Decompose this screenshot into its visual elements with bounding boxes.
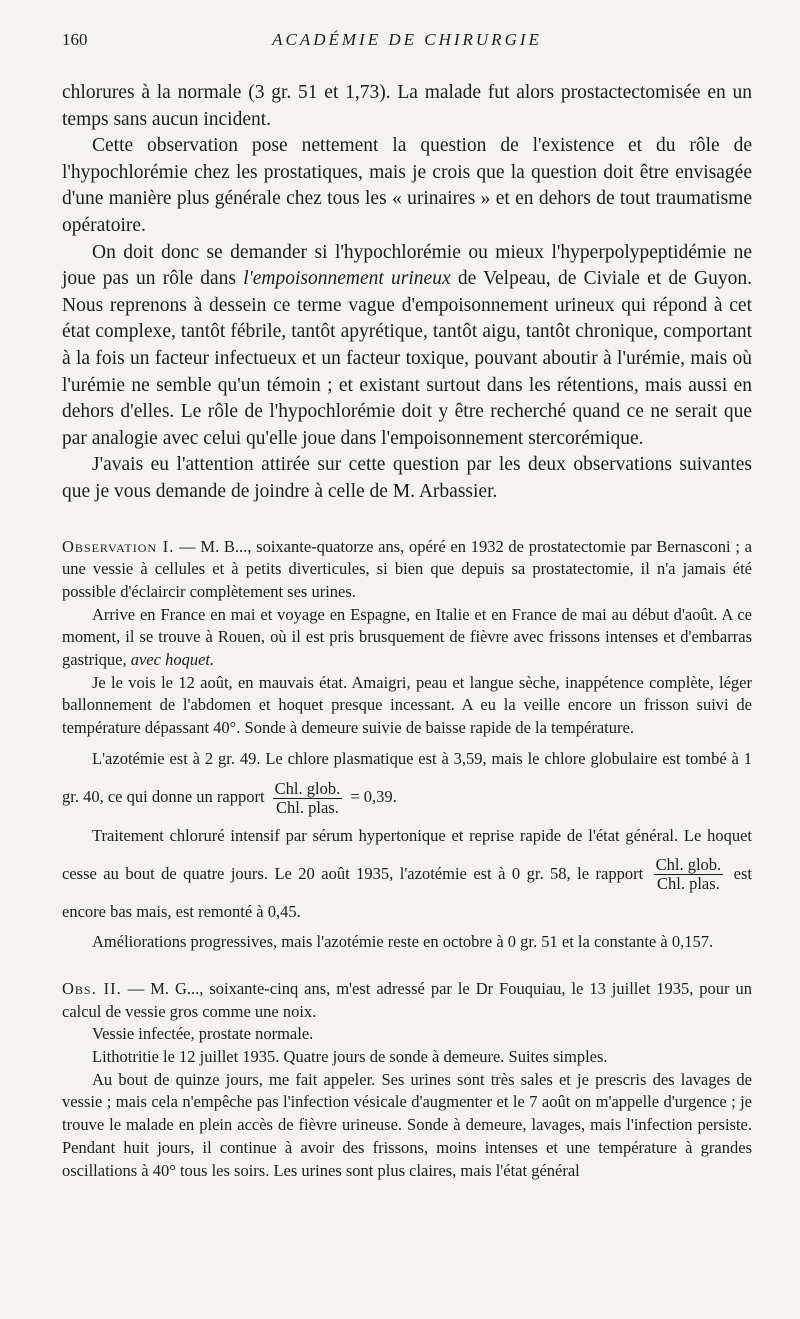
obs2-paragraph-4: Au bout de quinze jours, me fait appeler. Ses urines sont très sales et je prescris des lavages de vessie ; mais cela n'empêche pas l'infection vésicale d'augmenter et le 7 août on m'appelle d'urgence ; je trouve le malade en plein accès de fièvre urineuse. Sonde à demeure, lavages, mais l'infection persiste. Pendant huit jours, il continue à avoir des frissons, moins intenses et une température à grandes oscillations à 40° tous les soirs. Les urines sont plus claires, mais l'état général — [62, 1069, 752, 1180]
obs1-text-5a: Traitement chloruré intensif par sérum hypertonique et reprise rapide de l'état général. Le hoquet cesse au bout de quatre jours. Le 20 août 1935, l'azotémie est à 0 gr. 58, le rapport — [62, 825, 752, 883]
obs2-label: Obs. II. — [62, 978, 122, 998]
paragraph-3-start: On doit donc se demander si l'hypochlorémie ou mieux l'hyperpolypeptidémie ne joue pas un rôle dans — [62, 241, 752, 290]
obs1-text-1: — M. B..., soixante-quatorze ans, opéré en 1932 de prostatectomie par Bernasconi ; a une vessie à cellules et à petits diverticules, si bien que depuis sa prostatectomie, il n'a jamais été possible d'éclaircir complètement ses urines. — [62, 536, 752, 601]
paragraph-2: Cette observation pose nettement la question de l'existence et du rôle de l'hypochlorémie chez les prostatiques, mais je crois que la question doit être envisagée d'une manière plus générale chez tous les « urinaires » et en dehors de tout traumatisme opératoire. — [62, 135, 752, 236]
fraction-numerator: Chl. glob. — [655, 855, 722, 875]
obs2-paragraph-1 — [62, 978, 752, 1023]
observation-2 — [62, 978, 752, 1182]
page — [62, 30, 752, 1182]
obs2-text-1: — M. G..., soixante-cinq ans, m'est adressé par le Dr Fouquiau, le 13 juillet 1935, pour un calcul de vessie gros comme une noix. — [62, 978, 753, 1021]
obs1-text-4b: = 0,39. — [346, 786, 397, 806]
obs1-label: Observation I. — [62, 536, 175, 556]
fraction-denominator: Chl. plas. — [273, 798, 343, 817]
running-title: ACADÉMIE DE CHIRURGIE — [272, 30, 542, 49]
fraction-denominator: Chl. plas. — [654, 874, 724, 893]
paragraph-4: J'avais eu l'attention attirée sur cette question par les deux observations suivantes que je vous demande de joindre à celle de M. Arbassier. — [62, 454, 752, 502]
observation-1 — [62, 536, 752, 954]
obs1-paragraph-5 — [62, 817, 752, 932]
term-empoisonnement-urineux: l'empoisonnement urineux — [243, 268, 451, 290]
obs1-hoquet: avec hoquet. — [130, 650, 215, 670]
page-number: 160 — [62, 30, 88, 49]
paragraph-1: chlorures à la normale (3 gr. 51 et 1,73). La malade fut alors prostactectomisée en un temps sans aucun incident. — [62, 82, 752, 130]
page-header — [62, 30, 752, 52]
obs2-paragraph-3: Lithotritie le 12 juillet 1935. Quatre jours de sonde à demeure. Suites simples. — [92, 1047, 608, 1067]
obs1-paragraph-1 — [62, 536, 752, 604]
obs1-paragraph-6: Améliorations progressives, mais l'azotémie reste en octobre à 0 gr. 51 et la constante à 0,157. — [92, 932, 714, 952]
obs2-paragraph-2: Vessie infectée, prostate normale. — [92, 1024, 314, 1044]
obs1-text-2: Arrive en France en mai et voyage en Espagne, en Italie et en France de mai au début d'août. A ce moment, il se trouve à Rouen, où il est pris brusquement de fièvre avec frissons intenses et d'embarras gastrique, — [62, 604, 752, 670]
ratio-fraction-2 — [654, 856, 724, 893]
obs1-paragraph-3: Je le vois le 12 août, en mauvais état. Amaigri, peau et langue sèche, inappétence complète, léger ballonnement de l'abdomen et hoquet presque incessant. A eu la veille encore un frisson suivi de température dépassant 40°. Sonde à demeure suivie de baisse rapide de la température. — [62, 672, 752, 738]
paragraph-3-end: de Velpeau, de Civiale et de Guyon. Nous reprenons à dessein ce terme vague d'empoisonnement urineux qui répond à cet état complexe, tantôt fébrile, tantôt apyrétique, tantôt aigu, tantôt chronique, comportant à la fois un facteur infectueux et un facteur toxique, pouvant aboutir à l'urémie, mais où l'urémie ne semble qu'un témoin ; et existant surtout dans les rétentions, mais aussi en dehors d'elles. Le rôle de l'hypochlorémie doit y être recherché quand ce ne serait que par analogie avec celui qu'elle joue dans l'empoisonnement stercorémique. — [62, 268, 752, 449]
fraction-numerator: Chl. glob. — [274, 778, 341, 798]
obs1-text-4a: L'azotémie est à 2 gr. 49. Le chlore plasmatique est à 3,59, mais le chlore globulaire est tombé à 1 gr. 40, ce qui donne un rapport — [62, 748, 752, 806]
paragraph-3 — [62, 240, 752, 453]
ratio-fraction-1 — [273, 780, 343, 817]
obs1-text-5b: est encore bas mais, est remonté à 0,45. — [62, 863, 752, 922]
obs1-paragraph-4 — [62, 740, 752, 817]
main-text — [62, 80, 752, 506]
obs1-paragraph-2 — [62, 604, 752, 672]
